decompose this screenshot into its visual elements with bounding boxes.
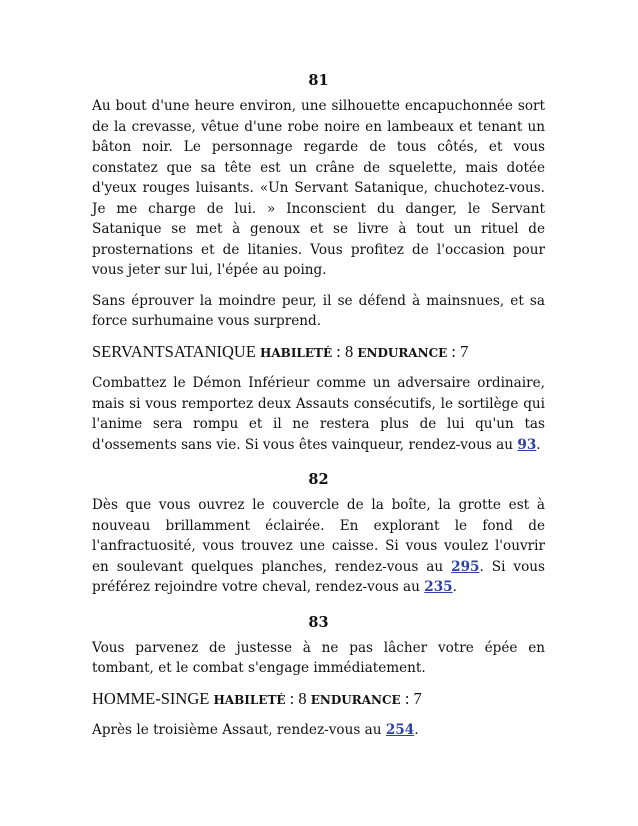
creature-name: HOMME-SINGE (92, 688, 210, 708)
endurance-label: ENDURANCE (357, 345, 448, 360)
punctuation: . (452, 579, 457, 595)
habilete-value: : 8 (336, 341, 354, 361)
creature-stats-homme-singe (92, 689, 545, 711)
habilete-label: HABILETÉ (260, 345, 333, 360)
section-number-83: 83 (308, 613, 329, 631)
creature-stats-servant (92, 342, 545, 364)
paragraph-text: . Si vous préférez rejoindre votre cheval, rendez-vous au (92, 558, 546, 595)
habilete-value: : 8 (289, 688, 307, 708)
endurance-value: : 7 (404, 688, 422, 708)
creature-name: SERVANTSATANIQUE (92, 341, 256, 361)
punctuation: . (414, 722, 419, 738)
section-link-93[interactable]: 93 (517, 436, 537, 453)
punctuation: . (536, 436, 541, 453)
paragraph-text: Après le troisième Assaut, rendez-vous au (92, 722, 382, 738)
section-number-82: 82 (308, 471, 329, 488)
section-link-254[interactable]: 254 (385, 722, 415, 738)
endurance-value: : 7 (451, 341, 469, 361)
section-link-295[interactable]: 295 (451, 558, 480, 575)
habilete-label: HABILETÉ (213, 692, 286, 707)
endurance-label: ENDURANCE (310, 692, 401, 707)
section-link-235[interactable]: 235 (424, 579, 453, 595)
paragraph-text: Combattez le Démon Inférieur comme un adversaire ordinaire, mais si vous remportez deux Assauts consécutifs, le sortilège qui l'anime sera rompu et il ne restera plus de lui qu'un tas d'ossements sans vie. Si vous êtes vainqueur, rendez-vous au (92, 375, 545, 453)
section-81-paragraph-2: Sans éprouver la moindre peur, il se défend à mainsnues, et sa force surhumaine vous surprend. (92, 292, 545, 329)
section-81-paragraph-1: Au bout d'une heure environ, une silhouette encapuchonnée sort de la crevasse, vêtue d'une robe noire en lambeaux et tenant un bâton noir. Le personnage regarde de tous côtés, et vous constatez que sa tête est un crâne de squelette, mais dotée d'yeux rouges luisants. «Un Servant Satanique, chuchotez-vous. Je me charge de lui. » Inconscient du danger, le Servant Satanique se met à genoux et se livre à tout un rituel de prosternations et de litanies. Vous profitez de l'occasion pour vous jeter sur lui, l'épée au poing. (92, 98, 545, 278)
paragraph-text: Dès que vous ouvrez le couvercle de la boîte, la grotte est à nouveau brillamment éclairée. En explorant le fond de l'anfractuosité, vous trouvez une caisse. Si vous voulez l'ouvrir en soulevant quelques planches, rendez-vous au (92, 497, 545, 575)
section-82-paragraph-1 (92, 495, 545, 598)
section-83-paragraph-1: Vous parvenez de justesse à ne pas lâcher votre épée en tombant, et le combat s'engage immédiatement. (92, 639, 545, 676)
section-83-paragraph-2 (92, 720, 545, 741)
text-column (92, 66, 545, 751)
section-number-81: 81 (308, 72, 329, 89)
section-81-paragraph-3 (92, 373, 545, 455)
